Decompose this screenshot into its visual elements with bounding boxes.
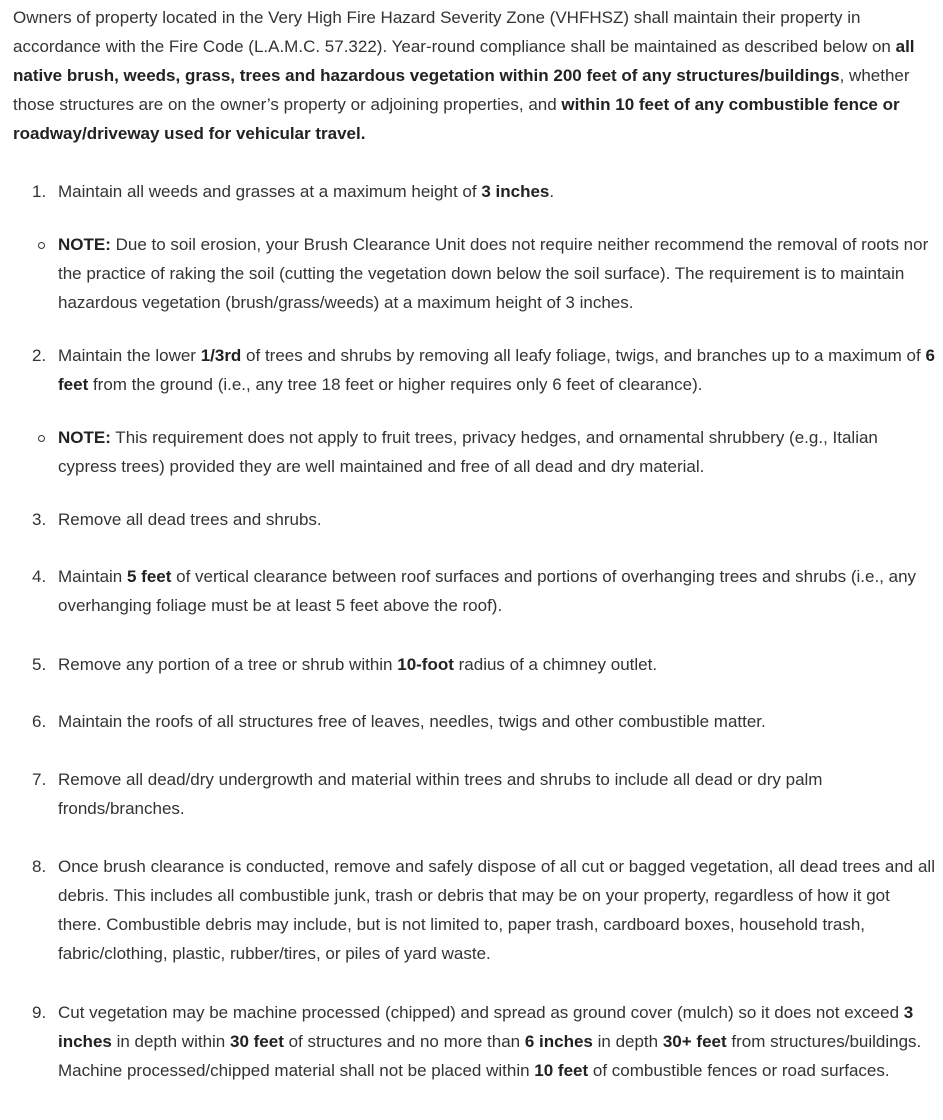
- emphasis-text: 3 inches: [58, 1003, 914, 1051]
- emphasis-text: all native brush, weeds, grass, trees and hazardous vegetation within 200 feet of any structures/buildings: [13, 37, 915, 85]
- body-text: from structures/buildings. Machine processed/chipped material shall not be placed within: [58, 1032, 922, 1080]
- emphasis-text: NOTE:: [58, 235, 111, 254]
- list-number: 9.: [32, 1003, 47, 1022]
- list-item-text: [58, 177, 938, 206]
- body-text: Maintain: [58, 567, 127, 586]
- list-number: 1.: [32, 182, 47, 201]
- list-number: 7.: [32, 770, 47, 789]
- emphasis-text: 30 feet: [230, 1032, 284, 1051]
- list-number: 3.: [32, 510, 47, 529]
- body-text: Maintain the lower: [58, 346, 201, 365]
- body-text: Cut vegetation may be machine processed (chipped) and spread as ground cover (mulch) so it does not exceed: [58, 1003, 904, 1022]
- body-text: from the ground (i.e., any tree 18 feet or higher requires only 6 feet of clearance).: [88, 375, 703, 394]
- list-number: 5.: [32, 655, 47, 674]
- hollow-bullet-icon: [38, 242, 45, 249]
- emphasis-text: NOTE:: [58, 428, 111, 447]
- body-text: .: [549, 182, 555, 201]
- list-number: 4.: [32, 567, 47, 586]
- body-text: in depth: [592, 1032, 663, 1051]
- list-item-text: [58, 852, 938, 968]
- list-item-text: [58, 423, 938, 481]
- list-item-text: [58, 998, 938, 1085]
- hollow-bullet-icon: [38, 435, 45, 442]
- emphasis-text: 3 inches: [481, 182, 550, 201]
- list-item-text: [58, 765, 938, 823]
- emphasis-text: 30+ feet: [662, 1032, 727, 1051]
- body-text: , whether those structures are on the owner’s property or adjoining properties, and: [13, 66, 910, 114]
- list-number: 6.: [32, 712, 47, 731]
- body-text: of trees and shrubs by removing all leafy foliage, twigs, and branches up to a maximum of: [241, 346, 926, 365]
- list-item-text: [58, 505, 938, 534]
- body-text: in depth within: [111, 1032, 230, 1051]
- emphasis-text: 6 feet: [58, 346, 935, 394]
- body-text: Maintain the roofs of all structures free of leaves, needles, twigs and other combustible matter.: [58, 712, 766, 731]
- list-item-text: [58, 707, 938, 736]
- body-text: of vertical clearance between roof surfaces and portions of overhanging trees and shrubs (i.e., any overhanging foliage must be at least 5 feet above the roof).: [58, 567, 917, 615]
- list-item-text: [58, 562, 938, 620]
- body-text: Remove all dead/dry undergrowth and material within trees and shrubs to include all dead or dry palm fronds/branches.: [58, 770, 823, 818]
- body-text: Due to soil erosion, your Brush Clearance Unit does not require neither recommend the removal of roots nor the practice of raking the soil (cutting the vegetation down below the soil surface). The requirement is to maintain hazardous vegetation (brush/grass/weeds) at a maximum height of 3 inches.: [58, 235, 929, 312]
- body-text: radius of a chimney outlet.: [453, 655, 658, 674]
- emphasis-text: 10 feet: [534, 1061, 589, 1080]
- emphasis-text: within 10 feet of any combustible fence or roadway/driveway used for vehicular travel.: [13, 95, 900, 143]
- body-text: Remove all dead trees and shrubs.: [58, 510, 322, 529]
- intro-paragraph: [13, 3, 938, 148]
- body-text: Once brush clearance is conducted, remove and safely dispose of all cut or bagged vegetation, all dead trees and all debris. This includes all combustible junk, trash or debris that may be on your property, regardless of how it got there. Combustible debris may include, but is not limited to, paper trash, cardboard boxes, household trash, fabric/clothing, plastic, rubber/tires, or piles of yard waste.: [58, 857, 935, 963]
- list-number: 2.: [32, 346, 47, 365]
- emphasis-text: 1/3rd: [200, 346, 242, 365]
- emphasis-text: 6 inches: [524, 1032, 593, 1051]
- emphasis-text: 5 feet: [126, 567, 172, 586]
- list-number: 8.: [32, 857, 47, 876]
- list-item-text: [58, 230, 938, 317]
- list-item-text: [58, 341, 938, 399]
- body-text: Maintain all weeds and grasses at a maximum height of: [58, 182, 482, 201]
- body-text: This requirement does not apply to fruit trees, privacy hedges, and ornamental shrubbery (e.g., Italian cypress trees) provided they are well maintained and free of all dead and dry material.: [58, 428, 878, 476]
- body-text: Remove any portion of a tree or shrub within: [58, 655, 398, 674]
- body-text: Owners of property located in the Very High Fire Hazard Severity Zone (VHFHSZ) shall maintain their property in accordance with the Fire Code (L.A.M.C. 57.322). Year-round compliance shall be maintained as described below on: [13, 8, 896, 56]
- emphasis-text: 10-foot: [397, 655, 454, 674]
- body-text: of combustible fences or road surfaces.: [588, 1061, 890, 1080]
- list-item-text: [58, 650, 938, 679]
- body-text: of structures and no more than: [283, 1032, 525, 1051]
